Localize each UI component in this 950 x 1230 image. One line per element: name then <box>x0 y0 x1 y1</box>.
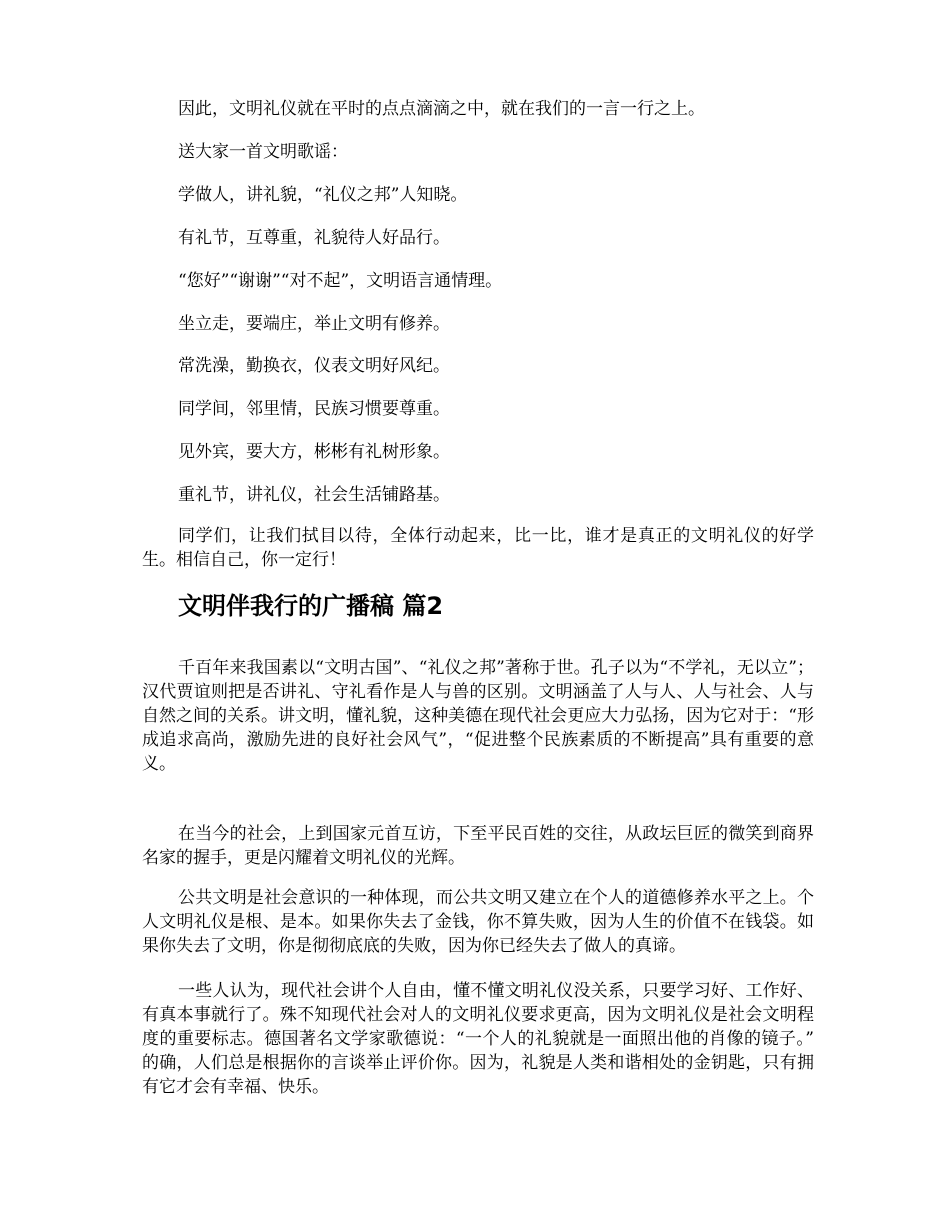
poem-line: 坐立走，要端庄，举止文明有修养。 <box>178 314 450 334</box>
poem-line: 有礼节，互尊重，礼貌待人好品行。 <box>178 228 450 248</box>
text-line: 送大家一首文明歌谣： <box>178 142 348 162</box>
poem-line: “您好”“谢谢”“对不起”，文明语言通情理。 <box>178 271 503 291</box>
body-paragraph: 在当今的社会，上到国家元首互访，下至平民百姓的交往，从政坛巨匠的微笑到商界名家的握手，更是闪耀着文明礼仪的光辉。 <box>142 824 814 868</box>
poem-line: 学做人，讲礼貌，“礼仪之邦”人知晓。 <box>178 185 468 205</box>
poem-line: 常洗澡，勤换衣，仪表文明好风纪。 <box>178 356 450 376</box>
body-paragraph: 一些人认为，现代社会讲个人自由，懂不懂文明礼仪没关系，只要学习好、工作好、有真本事就行了。殊不知现代社会对人的文明礼仪要求更高，因为文明礼仪是社会文明程度的重要标志。德国著名文学家歌德说：“一个人的礼貌就是一面照出他的肖像的镜子。” 的确，人们总是根据你的言谈举止评价你。因为，礼貌是人类和谐相处的金钥匙，只有拥有它才会有幸福、快乐。 <box>142 981 814 1097</box>
poem-line: 重礼节，讲礼仪，社会生活铺路基。 <box>178 485 450 505</box>
poem-line: 同学间，邻里情，民族习惯要尊重。 <box>178 399 450 419</box>
body-paragraph: 公共文明是社会意识的一种体现，而公共文明又建立在个人的道德修养水平之上。个人文明礼仪是根、是本。如果你失去了金钱，你不算失败，因为人生的价值不在钱袋。如果你失去了文明，你是彻彻底底的失败，因为你已经失去了做人的真谛。 <box>142 888 814 956</box>
closing-paragraph: 同学们，让我们拭目以待，全体行动起来，比一比，谁才是真正的文明礼仪的好学生。相信自己，你一定行！ <box>142 526 814 570</box>
poem-line: 见外宾，要大方，彬彬有礼树形象。 <box>178 442 450 462</box>
text-line: 因此，文明礼仪就在平时的点点滴滴之中，就在我们的一言一行之上。 <box>178 99 705 119</box>
section-heading: 文明伴我行的广播稿 篇2 <box>178 592 444 620</box>
body-paragraph: 千百年来我国素以“文明古国”、“礼仪之邦”著称于世。孔子以为“不学礼，无以立”；汉代贾谊则把是否讲礼、守礼看作是人与兽的区别。文明涵盖了人与人、人与社会、人与自然之间的关系。讲文明，懂礼貌，这种美德在现代社会更应大力弘扬，因为它对于：“形成追求高尚，激励先进的良好社会风气”，“促进整个民族素质的不断提高”具有重要的意义。 <box>142 658 814 774</box>
